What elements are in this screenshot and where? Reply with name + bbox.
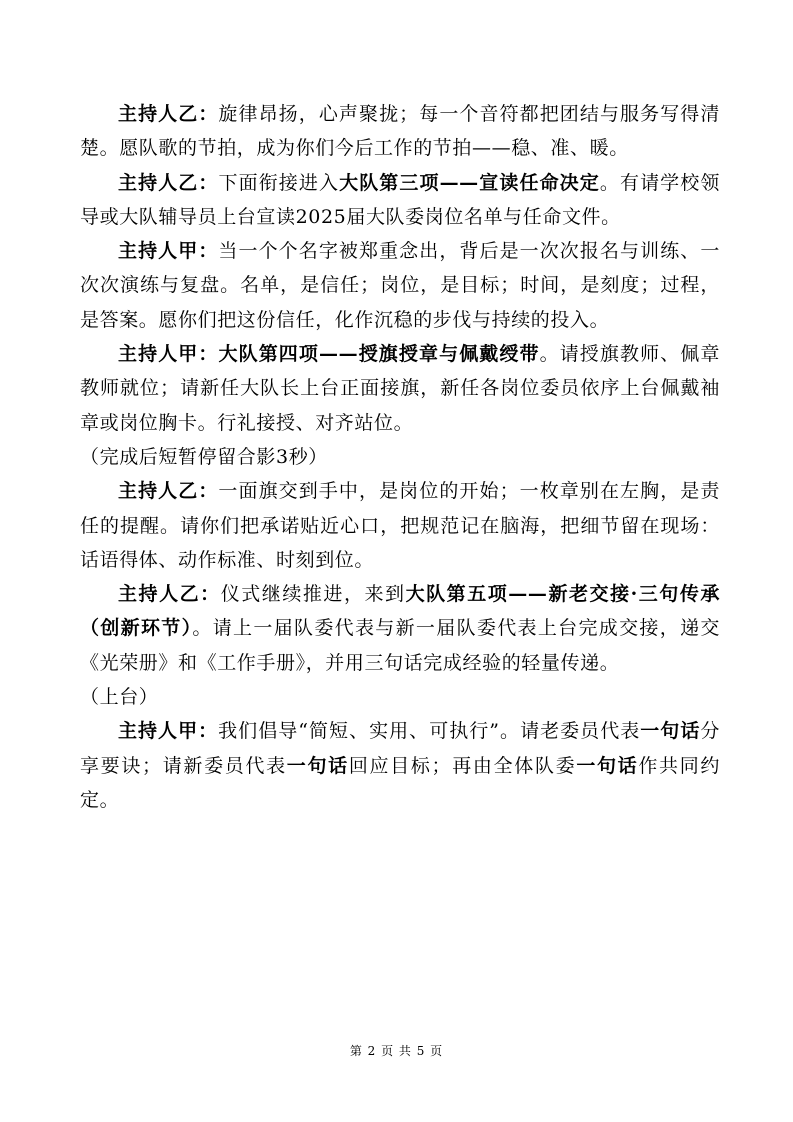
script-paragraph	[80, 166, 720, 235]
body-text: 作共同约定。	[80, 754, 720, 811]
script-paragraph	[80, 97, 720, 166]
bold-text: 大队第三项——宣读任命决定	[339, 171, 600, 194]
stage-note	[80, 680, 720, 714]
script-paragraph	[80, 337, 720, 440]
body-text: 。请上一届队委代表与新一届队委代表上台完成交接，递交《光荣册》和《工作手册》，并用三句话完成经验的轻量传递。	[80, 617, 720, 674]
body-text: 旋律昂扬，心声聚拢；每一个音符都把团结与服务写得清楚。愿队歌的节拍，成为你们今后工作的节拍——稳、准、暖。	[80, 103, 720, 160]
bold-text: 大队第四项——授旗授章与佩戴绶带	[218, 343, 540, 366]
body-text: 。请授旗教师、佩章教师就位；请新任大队长上台正面接旗，新任各岗位委员依序上台佩戴袖章或岗位胸卡。行礼接授、对齐站位。	[80, 343, 720, 434]
script-paragraph	[80, 474, 720, 577]
stage-note	[80, 440, 720, 474]
body-text: 我们倡导“简短、实用、可执行”。请老委员代表	[218, 720, 641, 743]
body-text: 仪式继续推进，来到	[220, 583, 406, 606]
body-text: 回应目标；再由全体队委	[348, 754, 577, 777]
bold-text: 大队第五项——新老交接·三句传承（创新环节）	[80, 583, 720, 640]
body-text: （上台）	[80, 686, 159, 709]
bold-text: 一句话	[576, 754, 639, 777]
bold-text: 主持人甲：	[118, 240, 219, 263]
body-text: （完成后短暂停留合影3秒）	[80, 445, 328, 468]
script-paragraph	[80, 577, 720, 680]
bold-text: 一句话	[640, 720, 701, 743]
page-footer: 第 2 页 共 5 页	[349, 1044, 444, 1058]
bold-text: 主持人乙：	[118, 583, 221, 606]
body-text: 分享要诀；请新委员代表	[80, 720, 720, 777]
body-text: 。有请学校领导或大队辅导员上台宣读2025届大队委岗位名单与任命文件。	[80, 171, 720, 228]
script-paragraph	[80, 234, 720, 337]
bold-text: 主持人乙：	[118, 103, 219, 125]
body-text: 一面旗交到手中，是岗位的开始；一枚章别在左胸，是责任的提醒。请你们把承诺贴近心口，把规范记在脑海，把细节留在现场：话语得体、动作标准、时刻到位。	[80, 480, 720, 571]
bold-text: 主持人甲：	[118, 343, 219, 366]
bold-text: 主持人乙：	[118, 480, 219, 503]
body-text: 下面衔接进入	[218, 171, 340, 194]
script-paragraph	[80, 714, 720, 817]
document-body	[80, 97, 720, 817]
bold-text: 主持人乙：	[118, 171, 219, 194]
body-text: 当一个个名字被郑重念出，背后是一次次报名与训练、一次次演练与复盘。名单，是信任；岗位，是目标；时间，是刻度；过程，是答案。愿你们把这份信任，化作沉稳的步伐与持续的投入。	[80, 240, 720, 331]
bold-text: 主持人甲：	[118, 720, 219, 743]
bold-text: 一句话	[286, 754, 349, 777]
